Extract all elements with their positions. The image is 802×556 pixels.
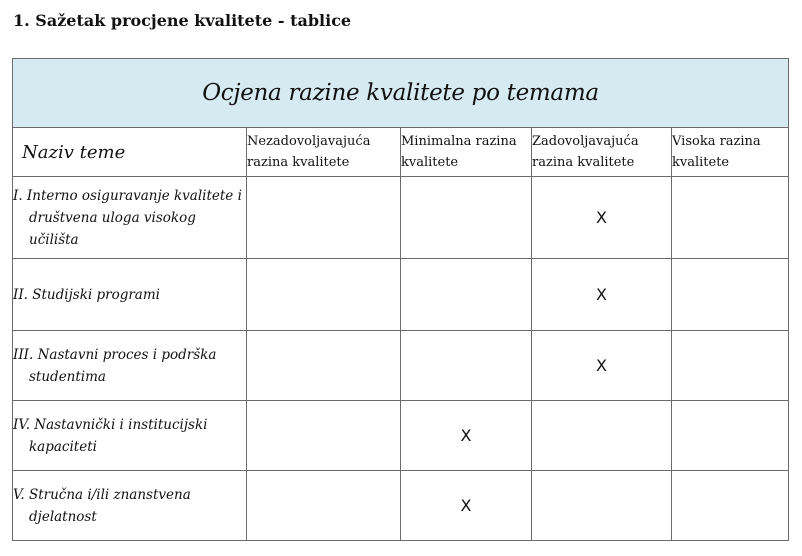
topic-cell xyxy=(13,259,247,331)
rating-cell xyxy=(401,331,532,401)
topic-cell xyxy=(13,401,247,471)
topic-cell xyxy=(13,471,247,541)
level-header-unsatisfactory: Nezadovoljavajuća razina kvalitete xyxy=(247,128,401,177)
topic-label: V. Stručna i/ili znanstvena djelatnost xyxy=(13,486,191,525)
section-heading: 1. Sažetak procjene kvalitete - tablice xyxy=(13,11,352,30)
rating-cell: X xyxy=(532,259,672,331)
topic-cell xyxy=(13,331,247,401)
rating-cell xyxy=(401,177,532,259)
quality-assessment-table xyxy=(12,58,789,541)
rating-cell xyxy=(247,401,401,471)
topic-cell xyxy=(13,177,247,259)
topic-name-header: Naziv teme xyxy=(13,128,247,177)
rating-cell: X xyxy=(532,331,672,401)
rating-cell xyxy=(672,401,789,471)
table-row xyxy=(13,331,789,401)
rating-cell xyxy=(401,259,532,331)
rating-cell xyxy=(672,331,789,401)
table-row xyxy=(13,177,789,259)
topic-label: II. Studijski programi xyxy=(13,286,160,303)
rating-cell: X xyxy=(532,177,672,259)
topic-label: III. Nastavni proces i podrška studentima xyxy=(13,346,217,385)
level-header-high: Visoka razina kvalitete xyxy=(672,128,789,177)
rating-cell xyxy=(247,177,401,259)
rating-cell xyxy=(672,259,789,331)
rating-cell xyxy=(672,471,789,541)
rating-cell xyxy=(672,177,789,259)
table-row xyxy=(13,471,789,541)
table-title-row xyxy=(13,59,789,128)
rating-cell: X xyxy=(401,401,532,471)
rating-cell xyxy=(247,259,401,331)
level-header-satisfactory: Zadovoljavajuća razina kvalitete xyxy=(532,128,672,177)
level-header-minimal: Minimalna razina kvalitete xyxy=(401,128,532,177)
table-title: Ocjena razine kvalitete po temama xyxy=(13,59,789,128)
rating-cell xyxy=(532,471,672,541)
topic-label: IV. Nastavnički i institucijski kapaciteti xyxy=(13,416,208,455)
rating-cell: X xyxy=(401,471,532,541)
table-row xyxy=(13,259,789,331)
topic-label: I. Interno osiguravanje kvalitete i društvena uloga visokog učilišta xyxy=(13,187,242,248)
rating-cell xyxy=(247,471,401,541)
header-row xyxy=(13,128,789,177)
table-row xyxy=(13,401,789,471)
rating-cell xyxy=(247,331,401,401)
rating-cell xyxy=(532,401,672,471)
